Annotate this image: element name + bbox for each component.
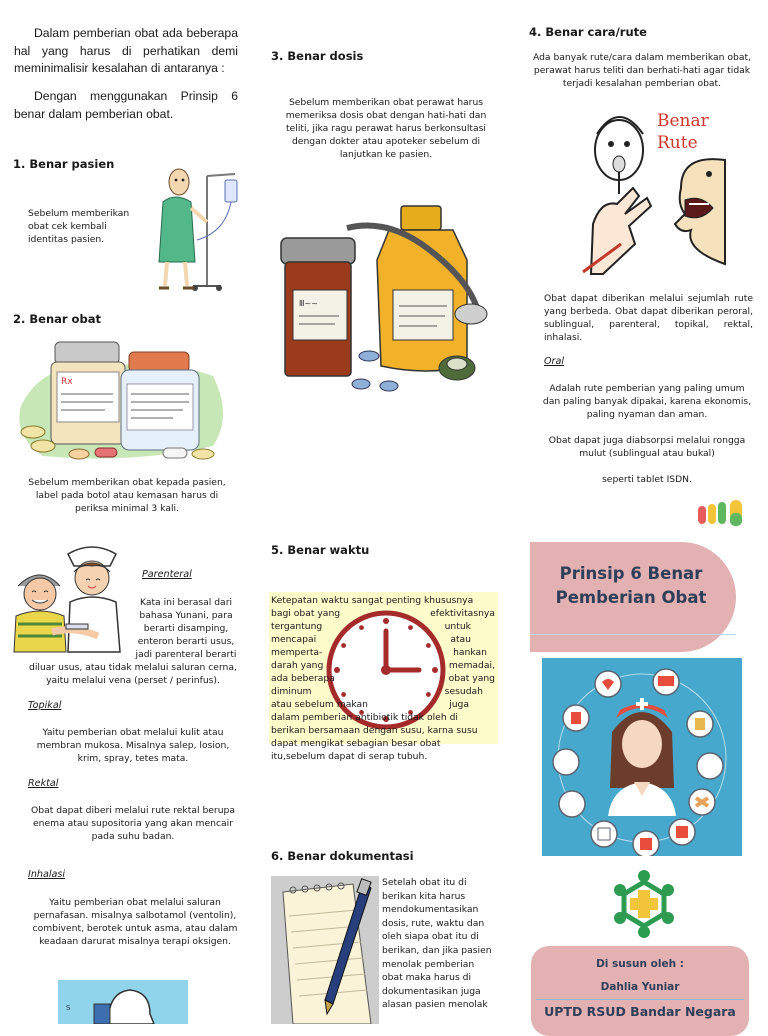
waktu-line: atau — [450, 634, 471, 645]
nurse-medical-icons-illustration — [542, 658, 742, 856]
waktu-line: dalam pemberian antibiotik tidak oleh di — [271, 712, 458, 723]
heading-benar-pasien: 1. Benar pasien — [13, 157, 115, 171]
subheading-inhalasi: Inhalasi — [28, 869, 66, 880]
waktu-line: mencapai — [271, 634, 317, 645]
hospital-logo — [610, 868, 678, 940]
subheading-oral: Oral — [544, 356, 565, 367]
benar-rute-illustration — [573, 104, 727, 278]
patient-with-iv-illustration — [145, 162, 240, 294]
text-oral-2: Obat dapat juga diabsorpsi melalui rongga mulut (sublingual atau bukal) — [548, 435, 746, 459]
heading-benar-dokumentasi: 6. Benar dokumentasi — [271, 849, 414, 863]
text-oral-3: seperti tablet ISDN. — [602, 474, 692, 485]
waktu-line: obat yang — [448, 673, 495, 684]
text-rektal: Obat dapat diberi melalui rute rektal berupa enema atau supositoria yang akan mencair pada suhu badan. — [31, 805, 235, 842]
waktu-line: dapat mengikat sebagian besar obat — [271, 738, 441, 749]
waktu-line: ada beberapa — [271, 673, 335, 684]
svg-text:Ⅲ~~: Ⅲ~~ — [299, 299, 318, 308]
credit-name: Dahlia Yuniar — [600, 981, 680, 993]
text-rute-list: Obat dapat diberikan melalui sejumlah rute yang berbeda. Obat dapat diberikan peroral, sublingual, parenteral, topikal, rektal, inhalasi. — [544, 293, 753, 343]
benar-rute-title-word1: Benar Rute — [657, 111, 709, 153]
waktu-line: tergantung — [271, 621, 323, 632]
text-oral-1: Adalah rute pemberian yang paling umum dan paling banyak dipakai, karena ekonomis, paling nyaman dan aman. — [542, 383, 752, 420]
waktu-line: berikan bersamaan dengan susu, karna susu — [271, 725, 478, 736]
waktu-line: bagi obat yang — [271, 608, 341, 619]
text-inhalasi: Yaitu pemberian obat melalui saluran pernafasan. misalnya salbotamol (ventolin), combivent, berotek untuk asma, atau dalam keadaan darurat misalnya terapi oksigen. — [32, 897, 238, 947]
banner-divider — [530, 634, 736, 635]
cover-title: Prinsip 6 Benar Pemberian Obat — [555, 564, 707, 607]
waktu-line: hankan — [453, 647, 487, 658]
heading-benar-dosis: 3. Benar dosis — [271, 49, 364, 63]
waktu-line: diminum — [271, 686, 312, 697]
text-benar-pasien: Sebelum memberikan obat cek kembali identitas pasien. — [28, 208, 130, 245]
nurse-and-patient-illustration — [12, 540, 124, 658]
waktu-line: sesudah — [444, 686, 483, 697]
heading-benar-obat: 2. Benar obat — [13, 312, 101, 326]
subheading-rektal: Rektal — [28, 778, 59, 789]
credit-org: UPTD RSUD Bandar Negara — [544, 1004, 736, 1019]
medicine-bottles-spoon-illustration — [277, 198, 495, 394]
notepad-pen-illustration — [271, 876, 379, 1024]
text-topikal: Yaitu pemberian obat melalui kulit atau membran mukosa. Misalnya salep, losion, krim, spray, tetes mata. — [36, 727, 230, 764]
credit-divider — [536, 999, 744, 1000]
svg-text:S: S — [66, 1004, 71, 1012]
svg-text:Rx: Rx — [61, 377, 73, 387]
text-benar-dokumentasi: Setelah obat itu di berikan kita harus mendokumentasikan dosis, rute, waktu dan oleh siapa obat itu di berikan, dan jika pasien menolak pemberian obat maka harus di dokumentasikan juga alasan pasien menolak — [382, 877, 492, 1011]
text-benar-dosis: Sebelum memberikan obat perawat harus memeriksa dosis obat dengan hati-hati dan teliti, jika ragu perawat harus berkonsultasi dengan dokter atau apoteker sebelum di lanjutkan ke pasien. — [285, 97, 487, 160]
heading-benar-waktu: 5. Benar waktu — [271, 543, 370, 557]
waktu-line: atau sebelum makan — [271, 699, 368, 710]
capsules-illustration — [694, 498, 750, 528]
waktu-line: itu,sebelum dapat di serap tubuh. — [271, 751, 428, 762]
text-parenteral-part2: diluar usus, atau tidak melalui saluran cerna, yaitu melalui vena (perset / perinfus). — [29, 662, 237, 686]
waktu-line: Ketepatan waktu sangat penting khususnya — [271, 595, 474, 606]
credit-label: Di susun oleh : — [596, 958, 684, 970]
waktu-line: efektivitasnya — [430, 608, 495, 619]
inhalation-illustration — [58, 980, 188, 1024]
intro-paragraph-2: Dengan menggunakan Prinsip 6 benar dalam pemberian obat. — [14, 89, 238, 121]
subheading-topikal: Topikal — [28, 700, 62, 711]
text-benar-waktu — [271, 594, 495, 763]
waktu-line: darah yang — [271, 660, 324, 671]
waktu-line: juga — [449, 699, 469, 710]
text-benar-obat: Sebelum memberikan obat kepada pasien, label pada botol atau kemasan harus di periksa minimal 3 kali. — [28, 477, 226, 514]
waktu-line: memadai, — [448, 660, 495, 671]
text-benar-cara-rute: Ada banyak rute/cara dalam memberikan obat, perawat harus teliti dan berhati-hati agar tidak terjadi kesalahan pemberian obat. — [532, 52, 752, 89]
pill-bottles-illustration — [13, 336, 231, 466]
text-parenteral-part1: Kata ini berasal dari bahasa Yunani, para berarti disamping, enteron berarti usus, jadi parenteral berarti — [135, 597, 237, 660]
heading-benar-cara-rute: 4. Benar cara/rute — [529, 25, 647, 39]
waktu-line: untuk — [444, 621, 471, 632]
subheading-parenteral: Parenteral — [142, 569, 192, 580]
waktu-line: memperta- — [271, 647, 323, 658]
intro-paragraph-1: Dalam pemberian obat ada beberapa hal yang harus di perhatikan demi meminimalisir kesalahan di antaranya : — [14, 26, 238, 75]
